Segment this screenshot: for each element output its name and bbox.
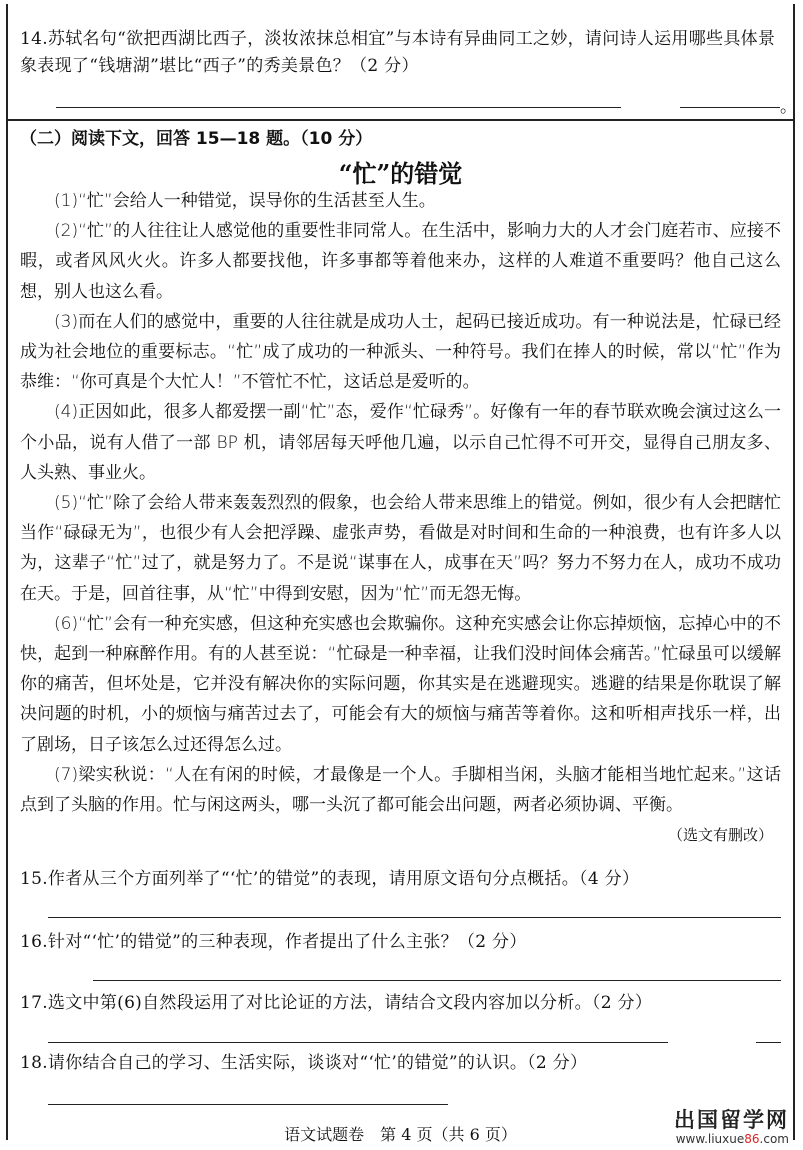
section-divider [8,119,793,121]
paragraph-2: (2)“忙”的人往往让人感觉他的重要性非同常人。在生活中，影响力大的人才会门庭若市、应接不暇，或者风风火火。许多人都要找他，许多事都等着他来办，这样的人难道不重要吗？他自己这么想，别人也这么看。 [20,221,781,302]
question-14-end-mark: 。 [780,97,797,117]
answer-line-14b[interactable] [680,107,780,108]
article-title: “忙”的错觉 [338,159,463,188]
page-footer: 语文试题卷 第 4 页（共 6 页） [284,1125,517,1144]
watermark-url-num: 86 [744,1132,760,1146]
question-14 [20,26,781,80]
paragraph-4: (4)正因如此，很多人都爱摆一副“忙”态，爱作“忙碌秀”。好像有一年的春节联欢晚会演过这么一个小品，说有人借了一部 BP 机，请邻居每天呼他几遍，以示自己忙得不可开交，显得自己朋友多、人头熟、事业火。 [20,402,781,483]
answer-line-16[interactable] [93,980,781,981]
question-15: 15.作者从三个方面列举了“‘忙’的错觉”的表现，请用原文语句分点概括。（4 分） [20,869,640,889]
answer-line-18[interactable] [48,1104,448,1105]
answer-line-14a[interactable] [56,107,621,108]
paragraph-6: (6)“忙”会有一种充实感，但这种充实感也会欺骗你。这种充实感会让你忘掉烦恼，忘掉心中的不快，起到一种麻醉作用。有的人甚至说：“忙碌是一种幸福，让我们没时间体会痛苦。”忙碌虽可以缓解你的痛苦，但坏处是，它并没有解决你的实际问题，你其实是在逃避现实。逃避的结果是你耽误了解决问题的时机，小的烦恼与痛苦过去了，可能会有大的烦恼与痛苦等着你。这和听相声找乐一样，出了剧场，日子该怎么过还得怎么过。 [20,613,781,755]
section-heading: （二）阅读下文，回答 15—18 题。（10 分） [20,129,373,149]
question-14-text: 14.苏轼名句“欲把西湖比西子，淡妆浓抹总相宜”与本诗有异曲同工之妙，请问诗人运用哪些具体景象表现了“钱塘湖”堪比“西子”的秀美景色？（2 分） [20,29,776,76]
paragraph-7-text: (7)梁实秋说：“人在有闲的时候，才最像是一个人。手脚相当闲，头脑才能相当地忙起来。”这话点到了头脑的作用。忙与闲这两头，哪一头沉了都可能会出问题，两者必须协调、平衡。 [20,764,781,816]
source-note: （选文有删改） [667,826,773,845]
watermark-name: 出国留学网 [674,1108,789,1132]
answer-line-17b[interactable] [756,1042,781,1043]
answer-line-17a[interactable] [48,1042,668,1043]
paragraph-7 [20,760,781,845]
site-watermark [674,1110,789,1145]
watermark-url-suffix: .com [759,1132,789,1146]
answer-line-15[interactable] [48,917,781,918]
exam-page [6,4,797,1144]
paragraph-5: (5)“忙”除了会给人带来轰轰烈烈的假象，也会给人带来思维上的错觉。例如，很少有人会把瞎忙当作“碌碌无为”，也很少有人会把浮躁、虚张声势，看做是对时间和生命的一种浪费，也有许多人以为，这辈子“忙”过了，就是努力了。不是说“谋事在人，成事在天”吗？努力不努力在人，成功不成功在天。于是，回首往事，从“忙”中得到安慰，因为“忙”而无怨无悔。 [20,493,781,604]
question-16: 16.针对“‘忙’的错觉”的三种表现，作者提出了什么主张？（2 分） [20,932,527,952]
question-18: 18.请你结合自己的学习、生活实际，谈谈对“‘忙’的错觉”的认识。（2 分） [20,1053,588,1073]
paragraph-1: (1)“忙”会给人一种错觉，误导你的生活甚至人生。 [54,191,436,211]
article-body [20,186,781,850]
watermark-url-prefix: www.liuxue [675,1132,745,1146]
paragraph-3: (3)而在人们的感觉中，重要的人往往就是成功人士，起码已接近成功。有一种说法是，忙碌已经成为社会地位的重要标志。“忙”成了成功的一种派头、一种符号。我们在捧人的时候，常以“忙”作为恭维：“你可真是个大忙人！”不管忙不忙，这话总是爱听的。 [20,311,781,393]
question-17: 17.选文中第(6)自然段运用了对比论证的方法，请结合文段内容加以分析。（2 分） [20,993,653,1013]
watermark-url [674,1133,789,1145]
